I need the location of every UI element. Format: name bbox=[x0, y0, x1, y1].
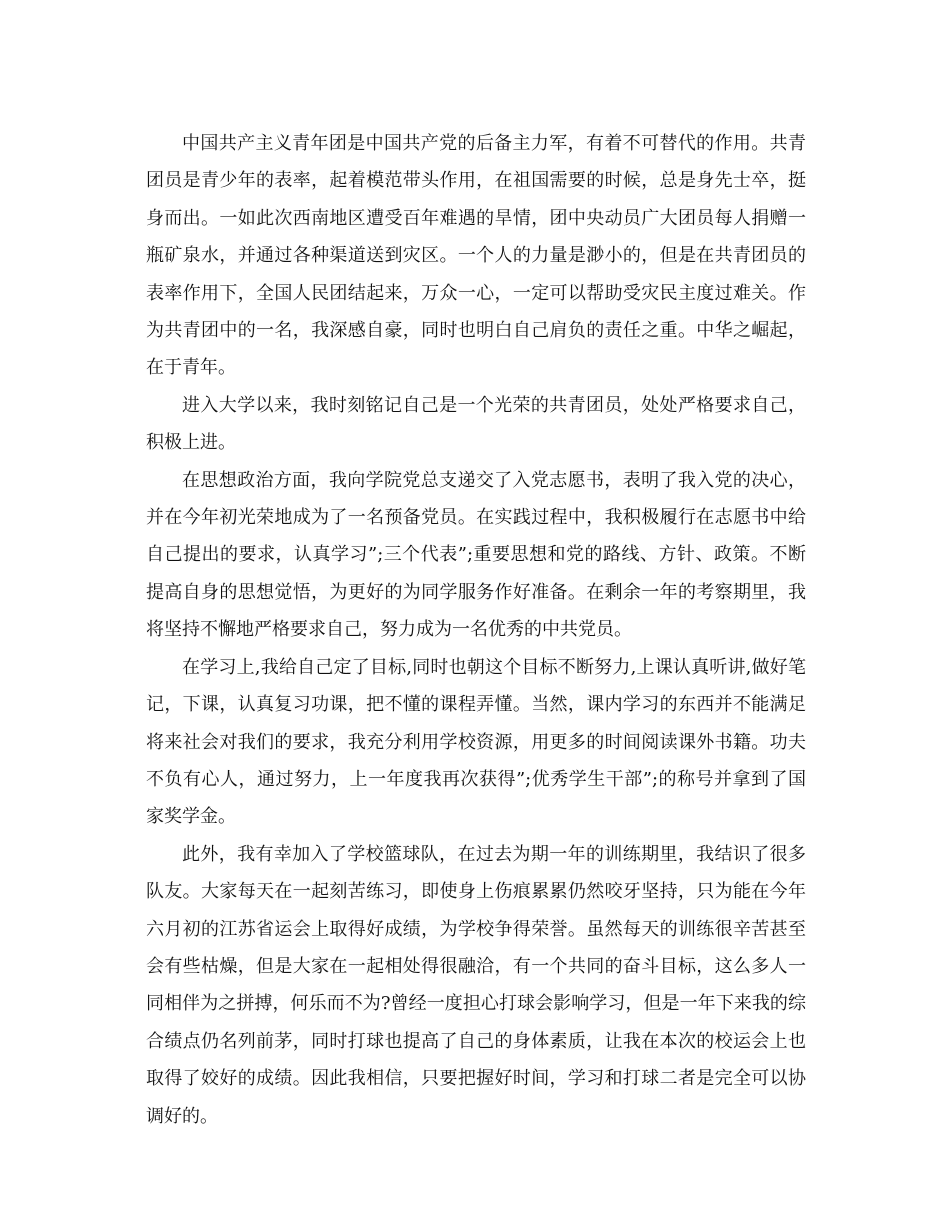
paragraph-political-thought: 在思想政治方面，我向学院党总支递交了入党志愿书，表明了我入党的决心，并在今年初光荣地成为了一名预备党员。在实践过程中，我积极履行在志愿书中给自己提出的要求，认真学习”;三个代表”;重要思想和党的路线、方针、政策。不断提高自身的思想觉悟，为更好的为同学服务作好准备。在剩余一年的考察期里，我将坚持不懈地严格要求自己，努力成为一名优秀的中共党员。 bbox=[146, 469, 806, 641]
paragraph-study: 在学习上,我给自己定了目标,同时也朝这个目标不断努力,上课认真听讲,做好笔记，下课，认真复习功课，把不懂的课程弄懂。当然，课内学习的东西并不能满足将来社会对我们的要求，我充分利用学校资源，用更多的时间阅读课外书籍。功夫不负有心人，通过努力，上一年度我再次获得”;优秀学生干部”;的称号并拿到了国家奖学金。 bbox=[146, 656, 806, 828]
document-body bbox=[146, 125, 806, 1135]
paragraph-basketball: 此外，我有幸加入了学校篮球队，在过去为期一年的训练期里，我结识了很多队友。大家每天在一起刻苦练习，即使身上伤痕累累仍然咬牙坚持，只为能在今年六月初的江苏省运会上取得好成绩，为学校争得荣誉。虽然每天的训练很辛苦甚至会有些枯燥，但是大家在一起相处得很融洽，有一个共同的奋斗目标，这么多人一同相伴为之拼搏，何乐而不为?曾经一度担心打球会影响学习，但是一年下来我的综合绩点仍名列前茅，同时打球也提高了自己的身体素质，让我在本次的校运会上也取得了姣好的成绩。因此我相信，只要把握好时间，学习和打球二者是完全可以协调好的。 bbox=[146, 843, 806, 1127]
paragraph-university-entry: 进入大学以来，我时刻铭记自己是一个光荣的共青团员，处处严格要求自己，积极上进。 bbox=[146, 394, 806, 454]
paragraph-youth-league: 中国共产主义青年团是中国共产党的后备主力军，有着不可替代的作用。共青团员是青少年的表率，起着模范带头作用，在祖国需要的时候，总是身先士卒，挺身而出。一如此次西南地区遭受百年难遇的旱情，团中央动员广大团员每人捐赠一瓶矿泉水，并通过各种渠道送到灾区。一个人的力量是渺小的，但是在共青团员的表率作用下，全国人民团结起来，万众一心，一定可以帮助受灾民主度过难关。作为共青团中的一名，我深感自豪，同时也明白自己肩负的责任之重。中华之崛起，在于青年。 bbox=[146, 133, 806, 379]
